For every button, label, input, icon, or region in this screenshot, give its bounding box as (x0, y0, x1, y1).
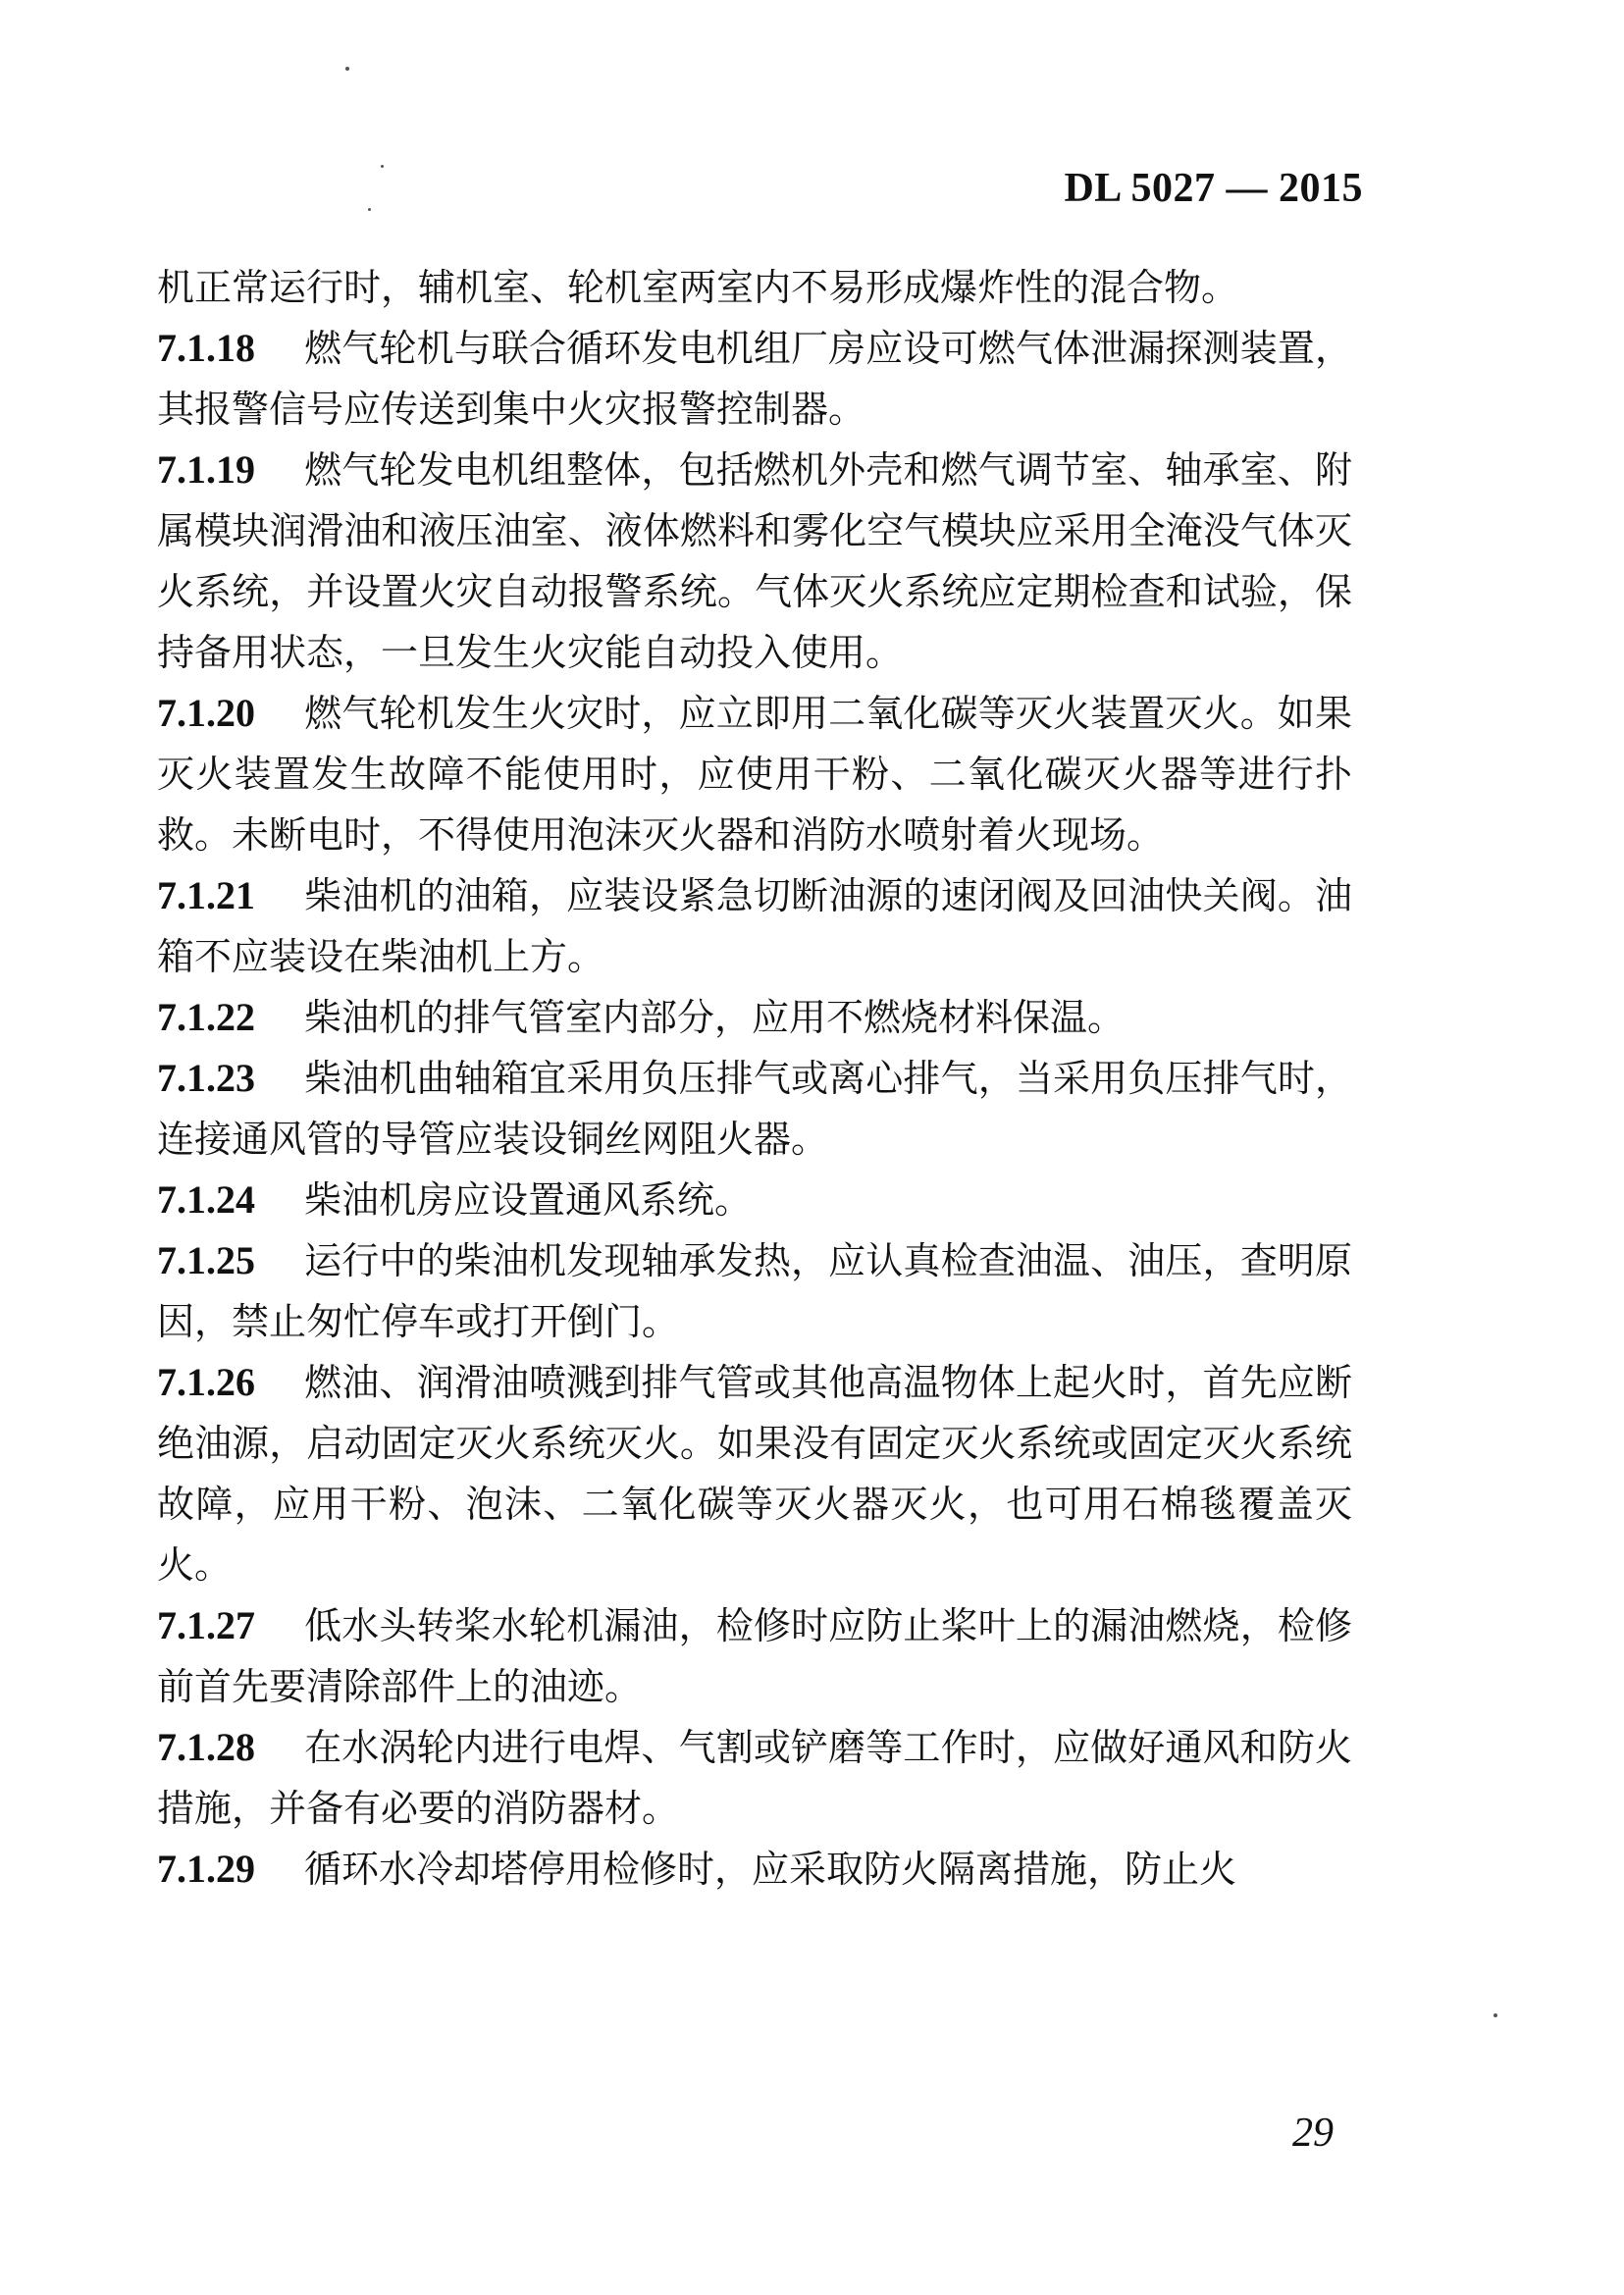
page-number: 29 (1292, 2111, 1334, 2156)
clause-number: 7.1.22 (157, 995, 255, 1039)
clause-paragraph (157, 1230, 1352, 1352)
clause-text: 燃油、润滑油喷溅到排气管或其他高温物体上起火时，首先应断绝油源，启动固定灭火系统灭火。如果没有固定灭火系统或固定灭火系统故障，应用干粉、泡沫、二氧化碳等灭火器灭火，也可用石棉毯覆盖灭火。 (157, 1361, 1352, 1587)
scan-speck (368, 208, 371, 211)
clause-paragraph (157, 1170, 1352, 1230)
scan-speck (345, 67, 349, 71)
clause-number: 7.1.24 (157, 1177, 255, 1222)
clause-text: 燃气轮机发生火灾时，应立即用二氧化碳等灭火装置灭火。如果灭火装置发生故障不能使用时，应使用干粉、二氧化碳灭火器等进行扑救。未断电时，不得使用泡沫灭火器和消防水喷射着火现场。 (157, 692, 1352, 857)
clause-number: 7.1.27 (157, 1603, 255, 1647)
clause-text: 柴油机房应设置通风系统。 (304, 1178, 753, 1222)
clause-paragraph (157, 257, 1352, 318)
clause-paragraph (157, 1352, 1352, 1595)
clause-paragraph (157, 683, 1352, 865)
scan-speck (1493, 2013, 1497, 2017)
clause-text: 柴油机的排气管室内部分，应用不燃烧材料保温。 (304, 996, 1126, 1039)
clause-number: 7.1.18 (157, 326, 255, 370)
clause-paragraph (157, 1048, 1352, 1170)
scan-speck (381, 165, 384, 168)
clause-number: 7.1.19 (157, 447, 255, 492)
clause-paragraph (157, 440, 1352, 683)
clause-text: 燃气轮机与联合循环发电机组厂房应设可燃气体泄漏探测装置，其报警信号应传送到集中火灾报警控制器。 (157, 327, 1352, 431)
clause-paragraph (157, 987, 1352, 1048)
document-body (157, 257, 1352, 1900)
clause-paragraph (157, 1595, 1352, 1717)
clause-number: 7.1.20 (157, 691, 255, 735)
clause-text: 柴油机曲轴箱宜采用负压排气或离心排气，当采用负压排气时，连接通风管的导管应装设铜丝网阻火器。 (157, 1057, 1352, 1161)
clause-text: 运行中的柴油机发现轴承发热，应认真检查油温、油压，查明原因，禁止匆忙停车或打开倒门。 (157, 1239, 1352, 1343)
clause-text: 循环水冷却塔停用检修时，应采取防火隔离措施，防止火 (304, 1848, 1237, 1891)
clause-text: 燃气轮发电机组整体，包括燃机外壳和燃气调节室、轴承室、附属模块润滑油和液压油室、液体燃料和雾化空气模块应采用全淹没气体灭火系统，并设置火灾自动报警系统。气体灭火系统应定期检查和试验，保持备用状态，一旦发生火灾能自动投入使用。 (157, 448, 1352, 674)
clause-paragraph (157, 1717, 1352, 1839)
clause-paragraph (157, 865, 1352, 987)
clause-text: 机正常运行时，辅机室、轮机室两室内不易形成爆炸性的混合物。 (157, 266, 1239, 309)
clause-paragraph (157, 318, 1352, 440)
clause-text: 在水涡轮内进行电焊、气割或铲磨等工作时，应做好通风和防火措施，并备有必要的消防器材。 (157, 1726, 1352, 1830)
clause-number: 7.1.28 (157, 1725, 255, 1769)
clause-number: 7.1.21 (157, 873, 255, 917)
clause-paragraph (157, 1839, 1352, 1900)
clause-number: 7.1.26 (157, 1360, 255, 1404)
clause-number: 7.1.29 (157, 1847, 255, 1891)
clause-number: 7.1.23 (157, 1056, 255, 1100)
document-code: DL 5027 — 2015 (1064, 166, 1363, 211)
clause-text: 柴油机的油箱，应装设紧急切断油源的速闭阀及回油快关阀。油箱不应装设在柴油机上方。 (157, 874, 1352, 978)
clause-text: 低水头转桨水轮机漏油，检修时应防止桨叶上的漏油燃烧，检修前首先要清除部件上的油迹。 (157, 1604, 1352, 1708)
clause-number: 7.1.25 (157, 1238, 255, 1282)
